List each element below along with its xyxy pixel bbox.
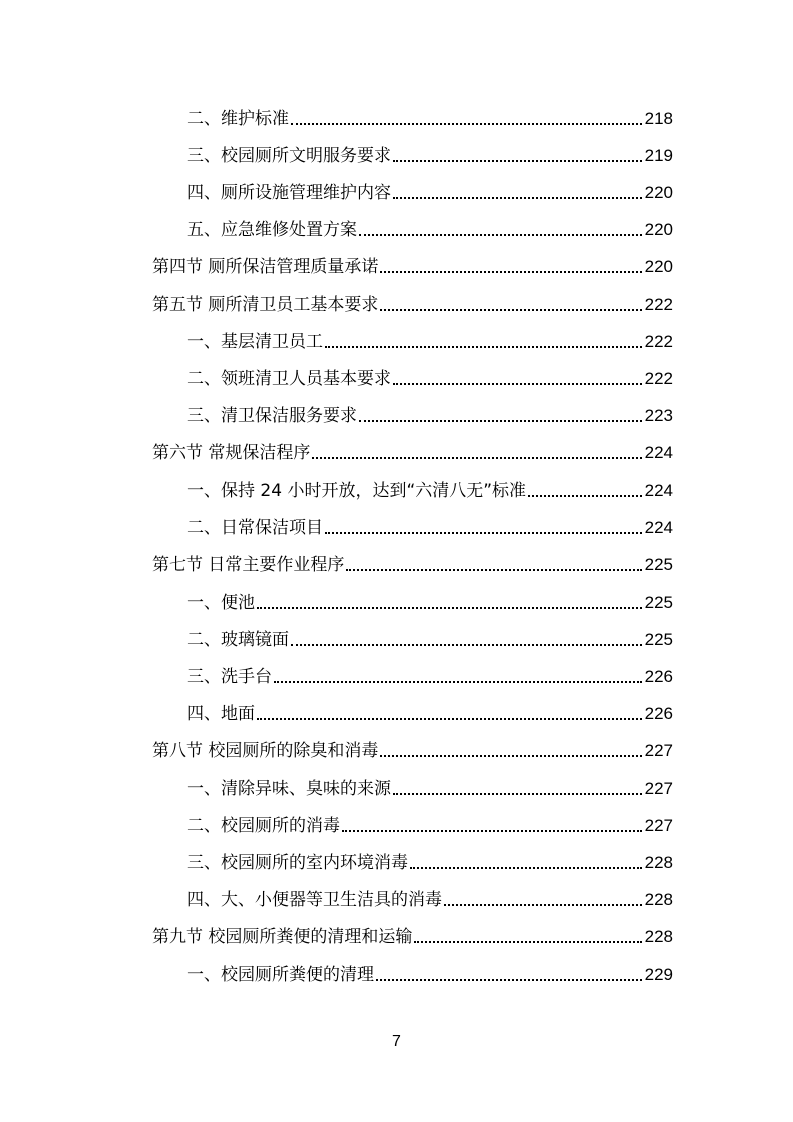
toc-entry-page: 220	[644, 183, 673, 202]
toc-entry-title: 第四节 厕所保洁管理质量承诺	[152, 257, 379, 277]
toc-entry-page: 229	[644, 965, 673, 984]
toc-entry[interactable]	[187, 956, 673, 986]
toc-entry-page: 227	[644, 816, 673, 835]
dot-leader	[528, 495, 642, 497]
toc-entry-page: 222	[644, 295, 673, 314]
toc-entry-title: 第六节 常规保洁程序	[152, 443, 311, 463]
toc-entry-title: 第七节 日常主要作业程序	[152, 555, 345, 575]
toc-entry-page: 222	[644, 332, 673, 351]
toc-entry-page: 226	[644, 667, 673, 686]
toc-entry-title: 一、便池	[187, 593, 255, 613]
page-number: 7	[392, 1033, 401, 1050]
toc-entry-title: 一、校园厕所粪便的清理	[187, 965, 374, 985]
dot-leader	[393, 793, 642, 795]
dot-leader	[414, 941, 641, 943]
dot-leader	[380, 309, 641, 311]
dot-leader	[380, 755, 641, 757]
dot-leader	[359, 234, 642, 236]
toc-entry[interactable]	[187, 695, 673, 725]
toc-entry-page: 219	[644, 146, 673, 165]
toc-entry-title: 三、洗手台	[187, 667, 272, 687]
toc-entry-title: 第八节 校园厕所的除臭和消毒	[152, 741, 379, 761]
toc-entry[interactable]	[187, 137, 673, 167]
toc-entry-page: 224	[644, 443, 673, 462]
dot-leader	[325, 346, 642, 348]
toc-entry-page: 220	[644, 220, 673, 239]
toc-entry-page: 225	[644, 630, 673, 649]
toc-entry-page: 227	[644, 741, 673, 760]
toc-entry-title: 第五节 厕所清卫员工基本要求	[152, 295, 379, 315]
toc-entry[interactable]	[187, 807, 673, 837]
toc-entry[interactable]	[187, 211, 673, 241]
dot-leader	[346, 569, 641, 571]
toc-entry[interactable]	[187, 658, 673, 688]
dot-leader	[410, 867, 642, 869]
toc-entry-title: 一、清除异味、臭味的来源	[187, 779, 391, 799]
toc-entry-title: 四、大、小便器等卫生洁具的消毒	[187, 890, 442, 910]
toc-entry-page: 224	[644, 481, 673, 500]
toc-entry[interactable]	[187, 770, 673, 800]
toc-entry-page: 224	[644, 518, 673, 537]
toc-entry-page: 225	[644, 555, 673, 574]
toc-entry[interactable]	[187, 472, 673, 502]
dot-leader	[380, 271, 641, 273]
toc-entry-page: 228	[644, 890, 673, 909]
toc-entry-title: 第九节 校园厕所粪便的清理和运输	[152, 927, 413, 947]
toc-entry[interactable]	[152, 248, 673, 278]
toc-entry[interactable]	[152, 546, 673, 576]
toc-entry-title: 五、应急维修处置方案	[187, 220, 357, 240]
toc-entry[interactable]	[187, 584, 673, 614]
toc-entry[interactable]	[187, 100, 673, 130]
toc-entry[interactable]	[187, 360, 673, 390]
toc-entry-page: 226	[644, 704, 673, 723]
dot-leader	[325, 532, 642, 534]
toc-entry-title: 二、维护标准	[187, 109, 289, 129]
toc-entry-title: 二、日常保洁项目	[187, 518, 323, 538]
toc-entry-page: 218	[644, 109, 673, 128]
toc-entry-title: 三、校园厕所文明服务要求	[187, 146, 391, 166]
toc-entry-page: 223	[644, 406, 673, 425]
dot-leader	[393, 383, 642, 385]
dot-leader	[291, 644, 642, 646]
toc-entry-title: 二、玻璃镜面	[187, 630, 289, 650]
toc-entry[interactable]	[152, 434, 673, 464]
toc-entry-title: 一、保持 24 小时开放，达到“六清八无”标准	[187, 481, 527, 501]
dot-leader	[393, 197, 642, 199]
toc-entry-title: 二、领班清卫人员基本要求	[187, 369, 391, 389]
dot-leader	[312, 457, 641, 459]
dot-leader	[376, 979, 642, 981]
toc-entry[interactable]	[187, 844, 673, 874]
toc-entry-title: 四、地面	[187, 704, 255, 724]
dot-leader	[291, 123, 642, 125]
toc-entry-page: 228	[644, 927, 673, 946]
toc-entry-page: 225	[644, 593, 673, 612]
toc-entry[interactable]	[187, 881, 673, 911]
toc-entry-page: 227	[644, 779, 673, 798]
dot-leader	[359, 420, 642, 422]
toc-entry-page: 228	[644, 853, 673, 872]
toc-entry[interactable]	[152, 918, 673, 948]
toc-entry-title: 一、基层清卫员工	[187, 332, 323, 352]
toc-entry[interactable]	[187, 621, 673, 651]
toc-entry[interactable]	[152, 286, 673, 316]
toc-entry-page: 222	[644, 369, 673, 388]
dot-leader	[342, 830, 642, 832]
toc-entry[interactable]	[187, 323, 673, 353]
toc-entry-title: 二、校园厕所的消毒	[187, 816, 340, 836]
dot-leader	[257, 607, 642, 609]
toc-entry-title: 四、厕所设施管理维护内容	[187, 183, 391, 203]
toc-entry[interactable]	[187, 509, 673, 539]
toc-entry-page: 220	[644, 257, 673, 276]
toc-entry-title: 三、校园厕所的室内环境消毒	[187, 853, 408, 873]
dot-leader	[444, 904, 642, 906]
toc-entry-title: 三、清卫保洁服务要求	[187, 406, 357, 426]
toc-entry[interactable]	[187, 397, 673, 427]
dot-leader	[257, 718, 642, 720]
dot-leader	[393, 160, 642, 162]
toc-entry[interactable]	[152, 732, 673, 762]
dot-leader	[274, 681, 642, 683]
toc-entry[interactable]	[187, 174, 673, 204]
